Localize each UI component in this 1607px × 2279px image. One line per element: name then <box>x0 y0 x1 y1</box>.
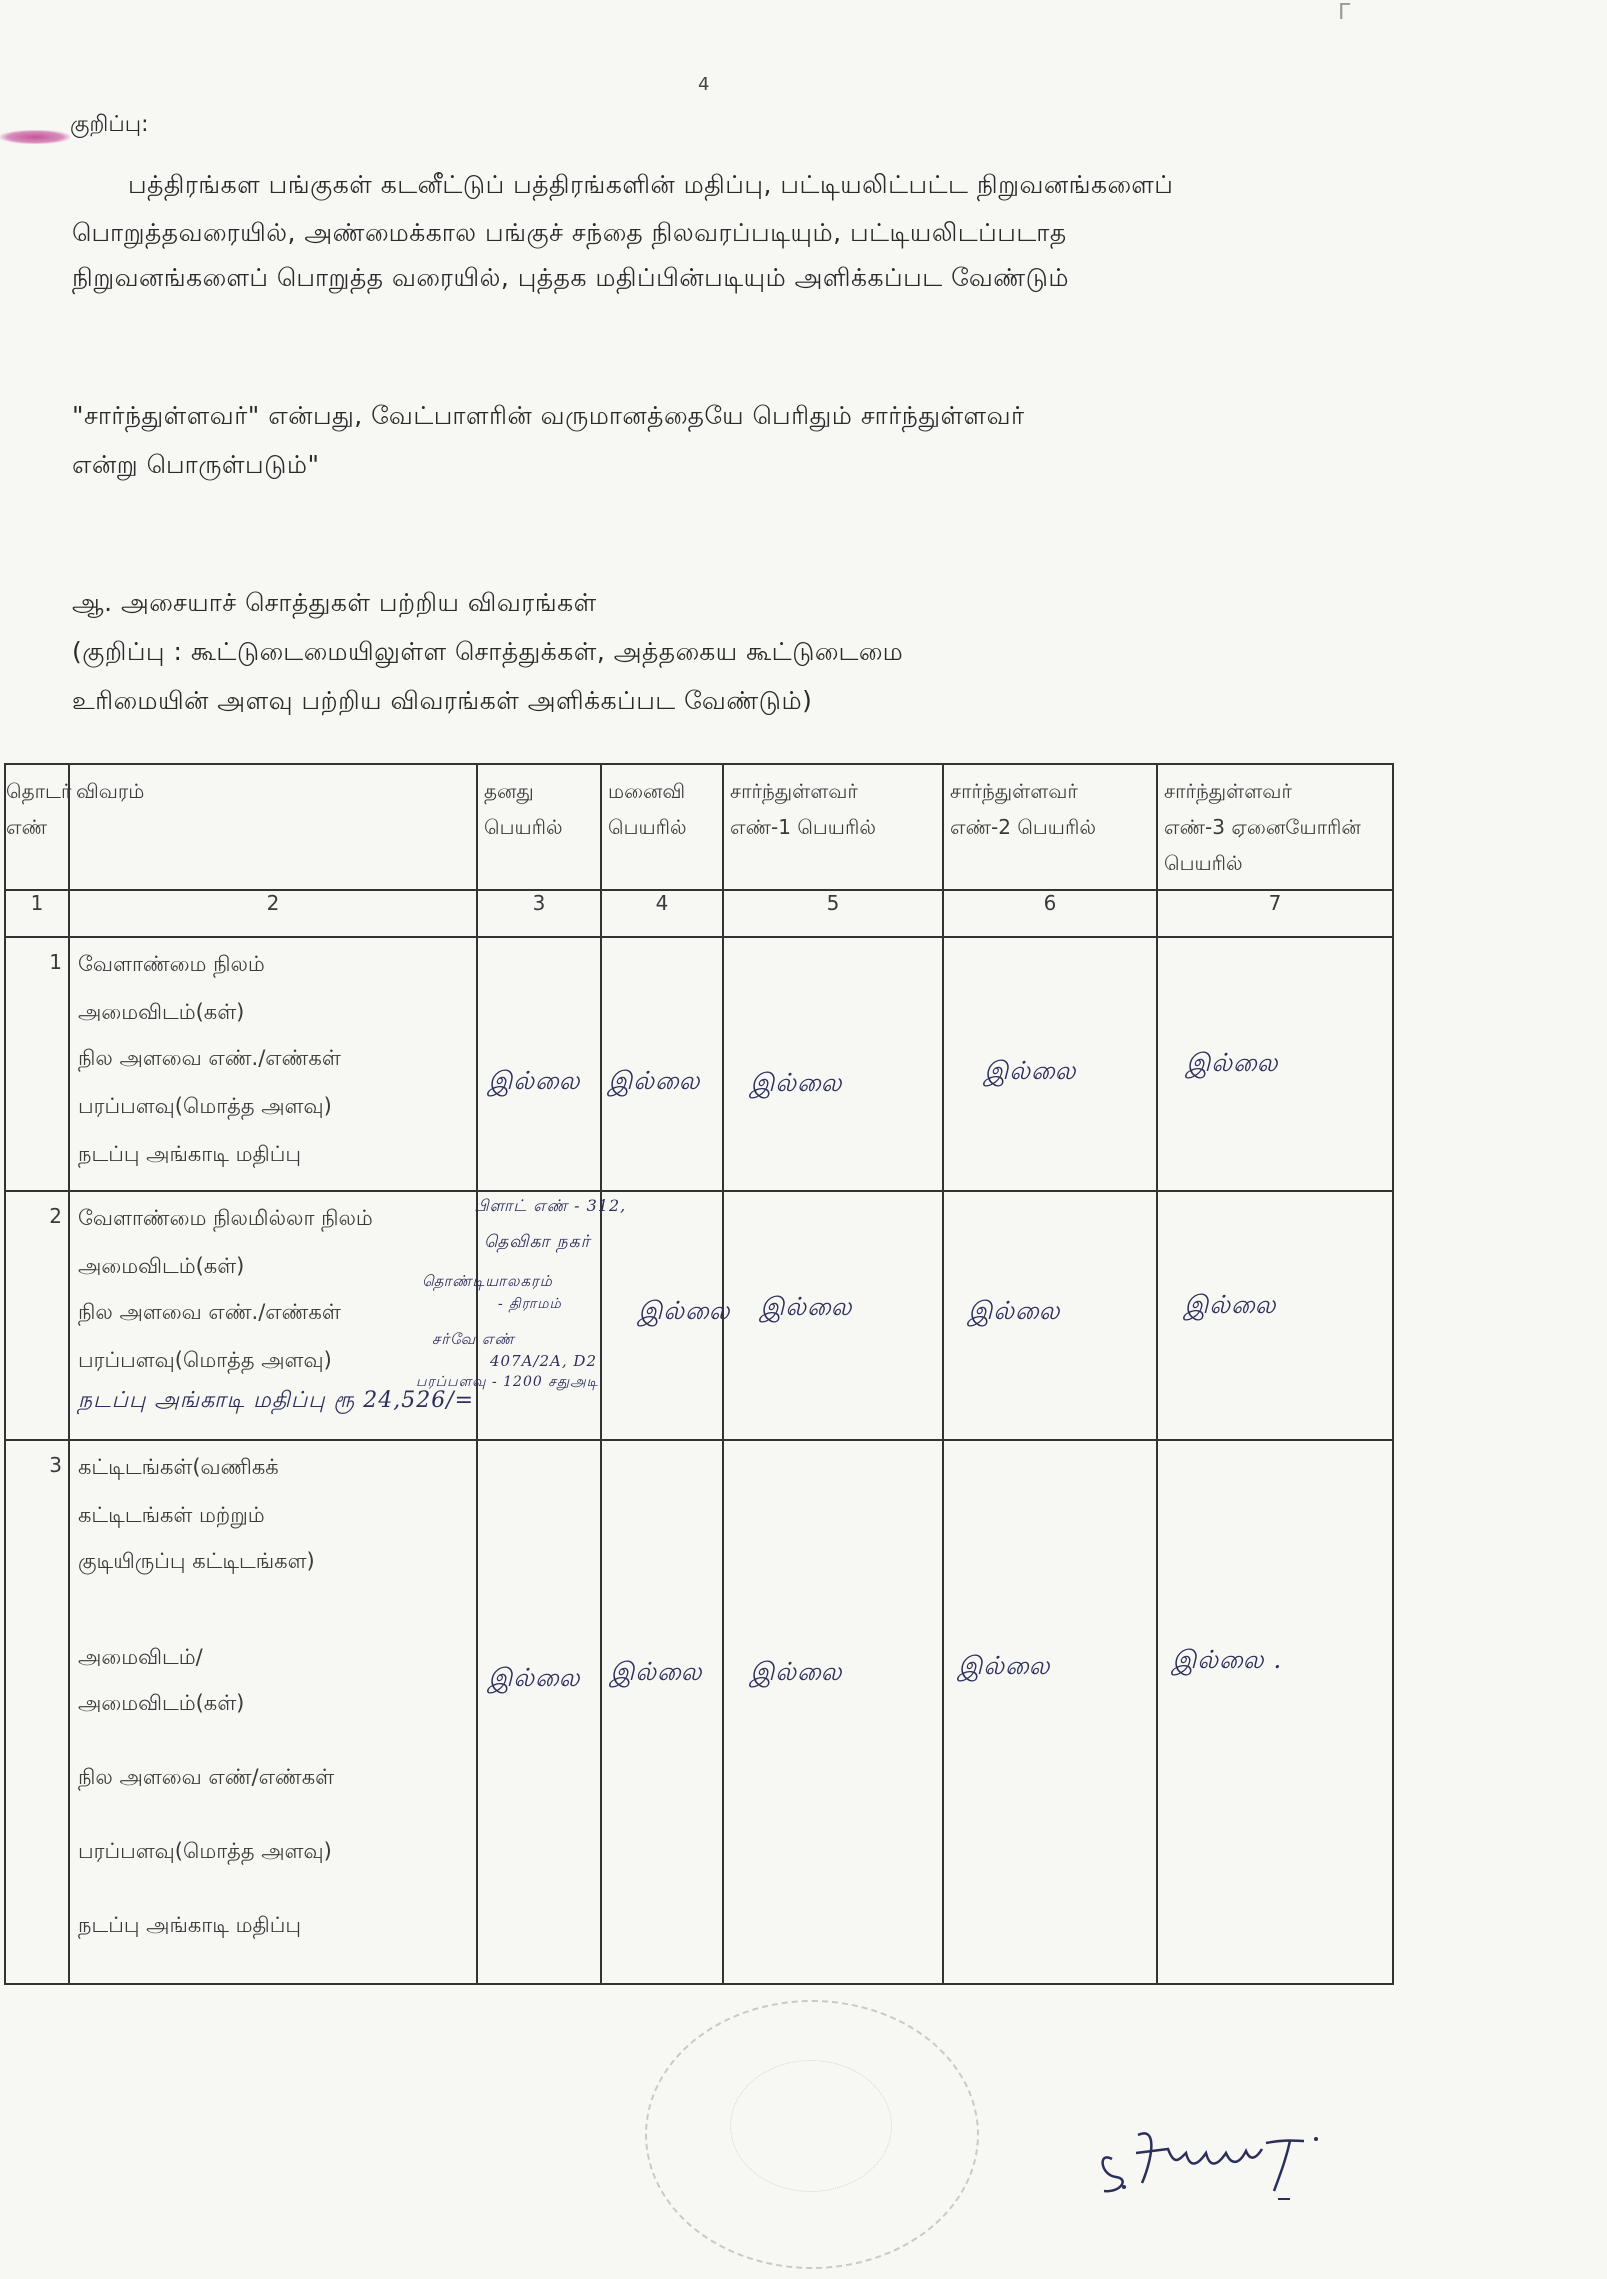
handwritten-value: இல்லை <box>608 1066 701 1095</box>
desc-line: குடியிருப்பு கட்டிடங்கள) <box>78 1549 315 1573</box>
handwritten-value: இல்லை <box>638 1296 731 1325</box>
header-dependent1-l2: எண்-1 பெயரில் <box>730 815 876 839</box>
desc-line: வேளாண்மை நிலம் <box>78 952 265 976</box>
header-description: விவரம் <box>76 779 145 803</box>
header-serial-l2: எண் <box>6 815 48 839</box>
ink-smudge <box>0 130 70 144</box>
table-header-row <box>5 764 1393 890</box>
page-number: 4 <box>698 74 710 95</box>
handwritten-value: இல்லை . <box>1172 1645 1283 1674</box>
handwritten-market-value: நடப்பு அங்காடி மதிப்பு ரூ 24,526/= <box>78 1388 475 1413</box>
header-dependent3-l3: பெயரில் <box>1164 851 1243 875</box>
cell-self <box>477 937 601 1191</box>
handwritten-value: இல்லை <box>610 1657 703 1686</box>
row-serial: 2 <box>5 1191 69 1440</box>
official-seal-inner <box>730 2060 892 2192</box>
header-self-l1: தனது <box>484 779 534 803</box>
table-row <box>5 1440 1393 1984</box>
header-dependent3-l1: சார்ந்துள்ளவர் <box>1164 779 1292 803</box>
cell-spouse <box>601 1191 731 1440</box>
column-number: 4 <box>601 890 723 937</box>
note-heading: குறிப்பு: <box>70 112 149 137</box>
desc-line: அமைவிடம்/ <box>78 1645 203 1669</box>
column-number-row <box>5 890 1393 937</box>
row-serial: 3 <box>5 1440 69 1984</box>
row-description <box>69 937 477 1191</box>
desc-line: வேளாண்மை நிலமில்லா நிலம் <box>78 1206 373 1230</box>
desc-line: பரப்பளவு(மொத்த அளவு) <box>78 1839 332 1863</box>
header-spouse-l1: மனைவி <box>608 779 686 803</box>
row-description <box>69 1191 477 1440</box>
header-dependent1-l1: சார்ந்துள்ளவர் <box>730 779 858 803</box>
cell-dependent3 <box>1157 1191 1393 1440</box>
desc-line: நில அளவை எண்/எண்கள் <box>78 1765 335 1789</box>
handwritten-value: இல்லை <box>1186 1048 1279 1077</box>
cell-dependent3 <box>1157 1440 1393 1984</box>
cell-spouse <box>601 1440 723 1984</box>
desc-line: நில அளவை எண்./எண்கள் <box>78 1046 341 1070</box>
header-dependent2-l2: எண்-2 பெயரில் <box>950 815 1096 839</box>
desc-line: கட்டிடங்கள்(வணிகக் <box>78 1455 279 1479</box>
handwritten-area: பரப்பளவு - 1200 சதுஅடி <box>416 1374 599 1390</box>
note-line: பத்திரங்கள பங்குகள் கடனீட்டுப் பத்திரங்களின் மதிப்பு, பட்டியலிட்பட்ட நிறுவனங்களைப் <box>128 170 1174 199</box>
cell-dependent2 <box>943 1440 1157 1984</box>
desc-line: அமைவிடம்(கள்) <box>78 1254 245 1278</box>
cell-dependent1 <box>723 1191 943 1440</box>
handwritten-address: தெவிகா நகர் <box>484 1232 591 1252</box>
handwritten-survey: சர்வே எண் <box>432 1330 515 1348</box>
definition-line: "சார்ந்துள்ளவர்" என்பது, வேட்பாளரின் வருமானத்தையே பெரிதும் சார்ந்துள்ளவர் <box>72 401 1025 430</box>
header-serial-l1: தொடர் <box>6 779 72 803</box>
desc-line: அமைவிடம்(கள்) <box>78 1000 245 1024</box>
row-description <box>69 1440 477 1984</box>
table-row <box>5 1191 1393 1440</box>
handwritten-value: இல்லை <box>958 1651 1051 1680</box>
row-serial: 1 <box>5 937 69 1191</box>
note-line: பொறுத்தவரையில், அண்மைக்கால பங்குச் சந்தை நிலவரப்படியும், பட்டியலிடப்படாத <box>72 218 1067 247</box>
column-number: 2 <box>69 890 477 937</box>
handwritten-value: இல்லை <box>750 1657 843 1686</box>
column-number: 6 <box>943 890 1157 937</box>
cell-dependent3 <box>1157 937 1393 1191</box>
handwritten-value: இல்லை <box>968 1296 1061 1325</box>
table-row <box>5 937 1393 1191</box>
header-dependent2-l1: சார்ந்துள்ளவர் <box>950 779 1078 803</box>
cell-dependent1 <box>723 1440 943 1984</box>
section-note: உரிமையின் அளவு பற்றிய விவரங்கள் அளிக்கப்பட வேண்டும்) <box>72 686 813 715</box>
desc-line: பரப்பளவு(மொத்த அளவு) <box>78 1094 332 1118</box>
header-dependent3-l2: எண்-3 ஏனையோரின் <box>1164 815 1361 839</box>
handwritten-value: இல்லை <box>488 1663 581 1692</box>
header-self-l2: பெயரில் <box>484 815 563 839</box>
immovable-assets-table <box>4 763 1394 1985</box>
cell-dependent1 <box>723 937 943 1191</box>
note-line: நிறுவனங்களைப் பொறுத்த வரையில், புத்தக மதிப்பின்படியும் அளிக்கப்பட வேண்டும் <box>72 263 1069 292</box>
column-number: 3 <box>477 890 601 937</box>
handwritten-value: இல்லை <box>1184 1290 1277 1319</box>
desc-line: நடப்பு அங்காடி மதிப்பு <box>78 1142 302 1166</box>
cell-spouse <box>601 937 723 1191</box>
cell-self <box>477 1440 601 1984</box>
handwritten-survey: 407A/2A, D2 <box>490 1352 597 1370</box>
handwritten-value: இல்லை <box>984 1056 1077 1085</box>
cell-dependent2 <box>943 937 1157 1191</box>
column-number: 1 <box>5 890 69 937</box>
definition-line: என்று பொருள்படும்" <box>72 450 320 479</box>
section-note: (குறிப்பு : கூட்டுடைமையிலுள்ள சொத்துக்கள், அத்தகைய கூட்டுடைமை <box>72 637 904 666</box>
corner-mark: ᒥ <box>1338 0 1351 25</box>
column-number: 7 <box>1157 890 1393 937</box>
handwritten-address: பிளாட் எண் - 312, <box>474 1196 627 1215</box>
desc-line: அமைவிடம்(கள்) <box>78 1691 245 1715</box>
desc-line: கட்டிடங்கள் மற்றும் <box>78 1503 265 1527</box>
handwritten-value: இல்லை <box>750 1068 843 1097</box>
column-number: 5 <box>723 890 943 937</box>
handwritten-address: - திராமம் <box>498 1296 562 1312</box>
cell-self-address <box>416 1191 627 1440</box>
cell-dependent2 <box>943 1191 1157 1440</box>
desc-line: நில அளவை எண்./எண்கள் <box>78 1300 341 1324</box>
desc-line: பரப்பளவு(மொத்த அளவு) <box>78 1348 332 1372</box>
handwritten-value: இல்லை <box>760 1292 853 1321</box>
desc-line: நடப்பு அங்காடி மதிப்பு <box>78 1913 302 1937</box>
header-spouse-l2: பெயரில் <box>608 815 687 839</box>
signature <box>1090 2095 1330 2205</box>
handwritten-address: தொண்டியாலகரம் <box>422 1272 553 1290</box>
handwritten-value: இல்லை <box>488 1066 581 1095</box>
section-title: ஆ. அசையாச் சொத்துகள் பற்றிய விவரங்கள் <box>72 588 597 617</box>
